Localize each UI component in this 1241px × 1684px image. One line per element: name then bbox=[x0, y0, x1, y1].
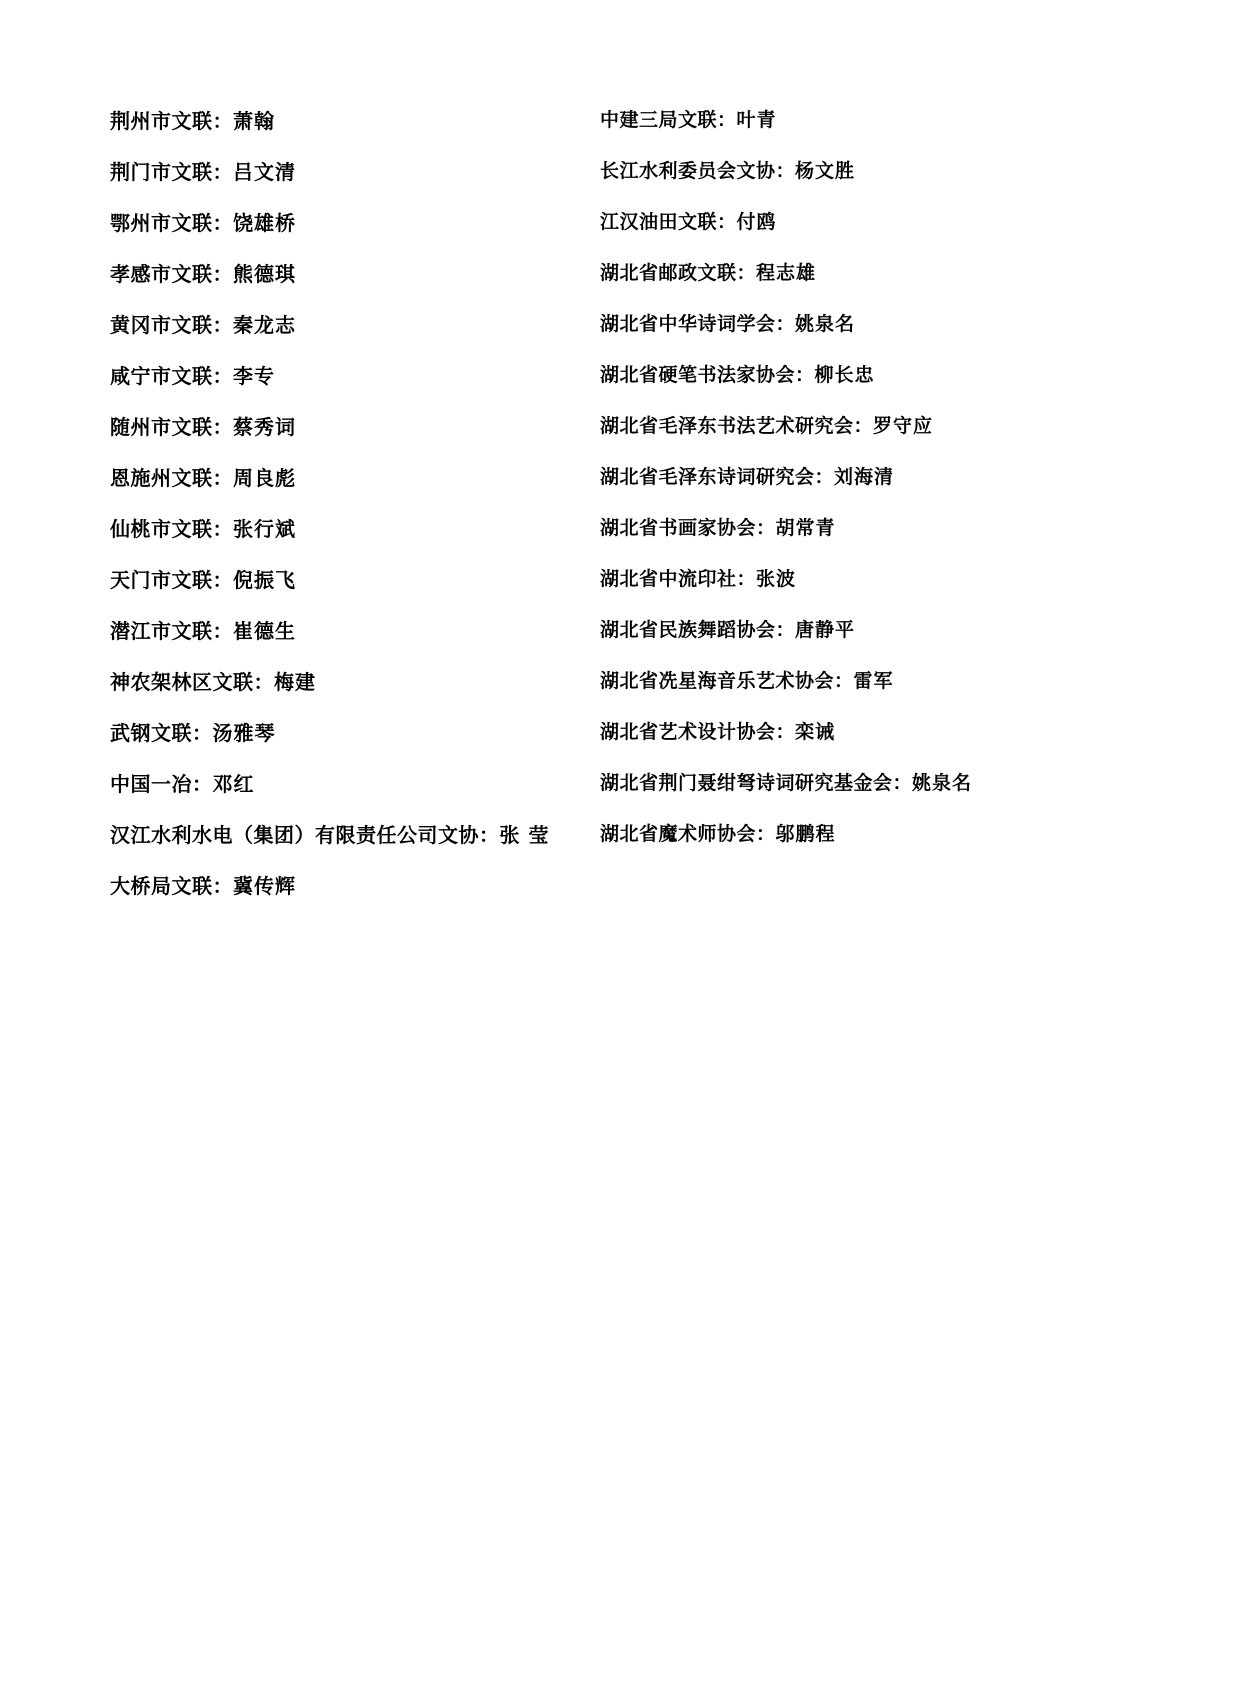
list-item bbox=[110, 554, 600, 605]
list-item bbox=[110, 860, 600, 911]
separator: ： bbox=[479, 822, 500, 847]
organization-name: 湖北省毛泽东书法艺术研究会 bbox=[600, 415, 854, 437]
person-name: 姚泉名 bbox=[912, 772, 973, 794]
person-name: 冀传辉 bbox=[233, 873, 296, 898]
person-name: 唐静平 bbox=[795, 619, 856, 641]
organization-name: 汉江水利水电（集团）有限责任公司文协 bbox=[110, 822, 479, 847]
organization-name: 湖北省毛泽东诗词研究会 bbox=[600, 466, 815, 488]
person-name: 邬鹏程 bbox=[775, 823, 836, 845]
organization-name: 荆门市文联 bbox=[110, 159, 213, 184]
person-name: 张 莹 bbox=[499, 822, 550, 847]
person-name: 吕文清 bbox=[233, 159, 296, 184]
separator: ： bbox=[892, 772, 913, 794]
person-name: 李专 bbox=[233, 363, 275, 388]
list-item bbox=[600, 197, 1130, 248]
list-item bbox=[110, 707, 600, 758]
person-name: 汤雅琴 bbox=[212, 720, 276, 745]
person-name: 蔡秀词 bbox=[233, 414, 296, 439]
list-item bbox=[110, 197, 600, 248]
list-item bbox=[110, 758, 600, 809]
list-item bbox=[110, 503, 600, 554]
person-name: 程志雄 bbox=[756, 262, 817, 284]
separator: ： bbox=[853, 415, 874, 437]
organization-name: 湖北省荆门聂绀弩诗词研究基金会 bbox=[600, 772, 893, 794]
separator: ： bbox=[756, 823, 776, 845]
organization-name: 湖北省魔术师协会 bbox=[600, 823, 757, 845]
separator: ： bbox=[775, 619, 796, 641]
organization-name: 湖北省艺术设计协会 bbox=[600, 721, 776, 743]
person-name: 柳长忠 bbox=[814, 364, 875, 386]
list-item bbox=[600, 605, 1130, 656]
separator: ： bbox=[192, 720, 213, 745]
organization-name: 湖北省民族舞蹈协会 bbox=[600, 619, 776, 641]
list-item bbox=[600, 299, 1130, 350]
separator: ： bbox=[775, 721, 796, 743]
separator: ： bbox=[212, 210, 233, 235]
person-name: 张行斌 bbox=[233, 516, 296, 541]
separator: ： bbox=[736, 568, 757, 590]
person-name: 罗守应 bbox=[873, 415, 934, 437]
organization-name: 孝感市文联 bbox=[110, 261, 213, 286]
organization-name: 中建三局文联 bbox=[600, 109, 718, 131]
list-item bbox=[600, 656, 1130, 707]
separator: ： bbox=[212, 363, 233, 388]
separator: ： bbox=[212, 108, 233, 133]
separator: ： bbox=[253, 669, 274, 694]
person-name: 熊德琪 bbox=[233, 261, 296, 286]
person-name: 雷军 bbox=[853, 670, 894, 692]
separator: ： bbox=[212, 261, 233, 286]
person-name: 邓红 bbox=[212, 771, 255, 796]
separator: ： bbox=[212, 618, 233, 643]
separator: ： bbox=[717, 109, 737, 131]
person-name: 饶雄桥 bbox=[233, 210, 296, 235]
list-item bbox=[110, 95, 600, 146]
organization-name: 湖北省中华诗词学会 bbox=[600, 313, 776, 335]
organization-name: 随州市文联 bbox=[110, 414, 213, 439]
list-item bbox=[600, 554, 1130, 605]
organization-name: 咸宁市文联 bbox=[110, 363, 213, 388]
organization-name: 大桥局文联 bbox=[110, 873, 213, 898]
organization-name: 黄冈市文联 bbox=[110, 312, 213, 337]
left-column bbox=[110, 95, 600, 911]
list-item bbox=[600, 95, 1130, 146]
separator: ： bbox=[192, 771, 213, 796]
separator: ： bbox=[736, 262, 757, 284]
separator: ： bbox=[717, 211, 737, 233]
person-name: 叶青 bbox=[736, 109, 777, 131]
list-item bbox=[600, 758, 1130, 809]
separator: ： bbox=[756, 517, 776, 539]
separator: ： bbox=[795, 364, 815, 386]
organization-name: 仙桃市文联 bbox=[110, 516, 213, 541]
list-item bbox=[600, 707, 1130, 758]
organization-name: 湖北省书画家协会 bbox=[600, 517, 757, 539]
person-name: 胡常青 bbox=[775, 517, 836, 539]
list-item bbox=[600, 146, 1130, 197]
list-item bbox=[110, 248, 600, 299]
list-item bbox=[600, 452, 1130, 503]
person-name: 张波 bbox=[756, 568, 797, 590]
columns-wrapper bbox=[110, 95, 1130, 911]
organization-name: 江汉油田文联 bbox=[600, 211, 718, 233]
list-item bbox=[110, 605, 600, 656]
list-item bbox=[600, 401, 1130, 452]
organization-name: 神农架林区文联 bbox=[110, 669, 254, 694]
list-item bbox=[110, 299, 600, 350]
person-name: 倪振飞 bbox=[233, 567, 296, 592]
person-name: 付鸥 bbox=[736, 211, 777, 233]
separator: ： bbox=[814, 466, 835, 488]
person-name: 崔德生 bbox=[233, 618, 296, 643]
organization-name: 潜江市文联 bbox=[110, 618, 213, 643]
separator: ： bbox=[212, 567, 233, 592]
organization-name: 中国一冶 bbox=[110, 771, 192, 796]
list-item bbox=[600, 503, 1130, 554]
list-item bbox=[110, 401, 600, 452]
organization-name: 恩施州文联 bbox=[110, 465, 213, 490]
separator: ： bbox=[834, 670, 854, 692]
list-item bbox=[600, 350, 1130, 401]
organization-name: 湖北省邮政文联 bbox=[600, 262, 737, 284]
separator: ： bbox=[212, 873, 233, 898]
list-item bbox=[600, 809, 1130, 860]
separator: ： bbox=[212, 312, 233, 337]
organization-name: 武钢文联 bbox=[110, 720, 192, 745]
person-name: 杨文胜 bbox=[795, 160, 856, 182]
organization-name: 湖北省硬笔书法家协会 bbox=[600, 364, 796, 386]
list-item bbox=[110, 146, 600, 197]
person-name: 刘海清 bbox=[834, 466, 895, 488]
list-item bbox=[110, 809, 600, 860]
organization-name: 鄂州市文联 bbox=[110, 210, 213, 235]
organization-name: 荆州市文联 bbox=[110, 108, 213, 133]
organization-name: 天门市文联 bbox=[110, 567, 213, 592]
separator: ： bbox=[775, 313, 796, 335]
person-name: 栾诫 bbox=[795, 721, 836, 743]
separator: ： bbox=[212, 516, 233, 541]
separator: ： bbox=[775, 160, 796, 182]
right-column bbox=[600, 95, 1130, 860]
separator: ： bbox=[212, 159, 233, 184]
two-column-listing bbox=[110, 95, 1130, 911]
list-item bbox=[110, 656, 600, 707]
person-name: 周良彪 bbox=[233, 465, 296, 490]
organization-name: 湖北省冼星海音乐艺术协会 bbox=[600, 670, 835, 692]
organization-name: 湖北省中流印社 bbox=[600, 568, 737, 590]
list-item bbox=[110, 452, 600, 503]
organization-name: 长江水利委员会文协 bbox=[600, 160, 776, 182]
person-name: 萧翰 bbox=[233, 108, 275, 133]
separator: ： bbox=[212, 465, 233, 490]
list-item bbox=[110, 350, 600, 401]
person-name: 梅建 bbox=[274, 669, 316, 694]
list-item bbox=[600, 248, 1130, 299]
person-name: 姚泉名 bbox=[795, 313, 856, 335]
separator: ： bbox=[212, 414, 233, 439]
person-name: 秦龙志 bbox=[233, 312, 296, 337]
